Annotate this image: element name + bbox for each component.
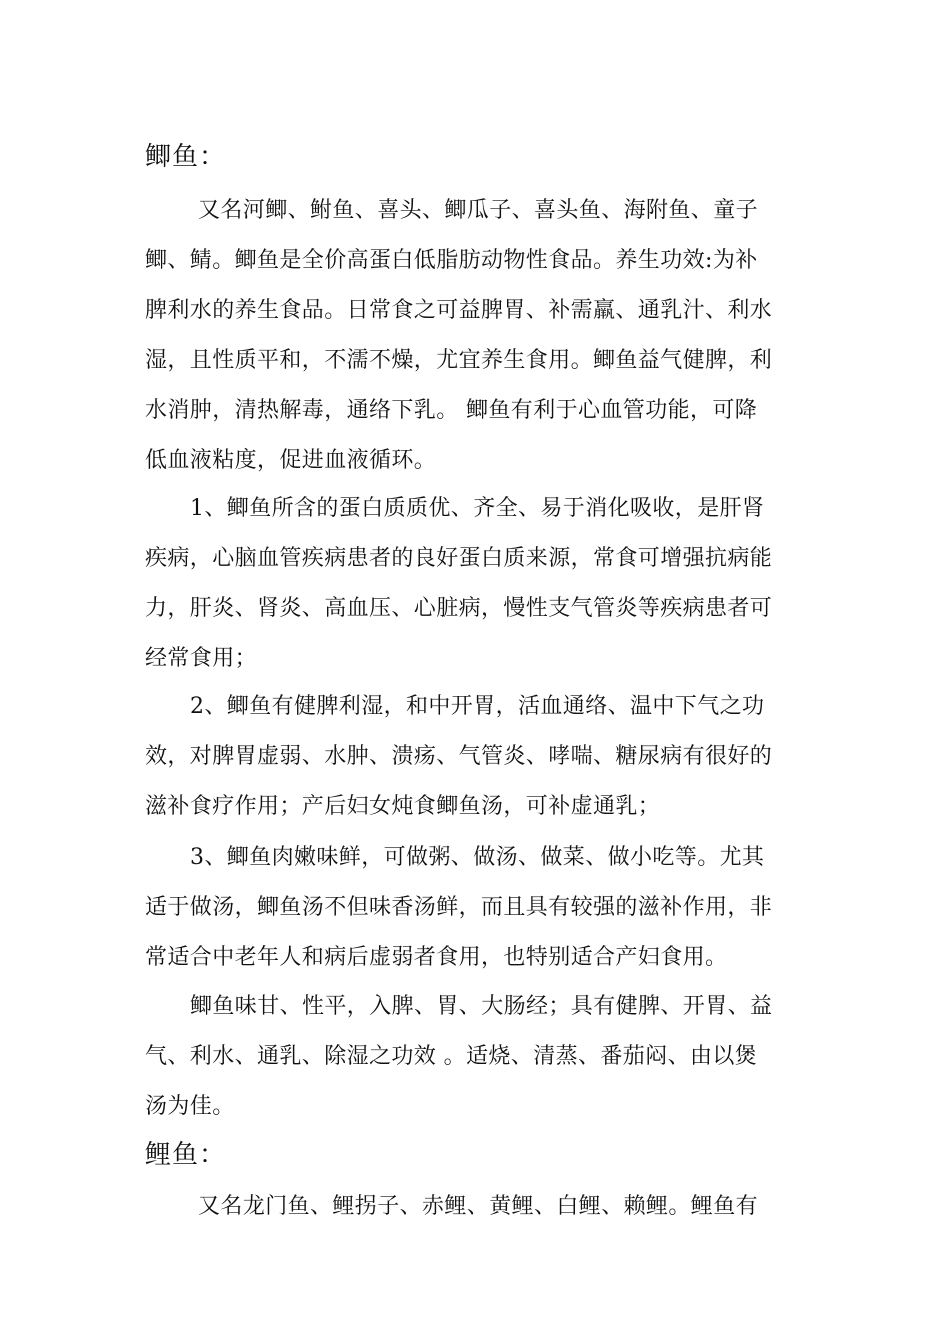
summary-line: 汤为佳。 [145, 1094, 235, 1119]
point-3-line: 适于做汤，鲫鱼汤不但味香汤鲜，而且具有较强的滋补作用，非 [145, 895, 773, 920]
summary-line: 气、利水、通乳、除湿之功效 。适烧、清蒸、番茄闷、由以煲 [145, 1044, 758, 1069]
point-3-line: 常适合中老年人和病后虚弱者食用，也特别适合产妇食用。 [145, 945, 728, 970]
point-1-line: 力，肝炎、肾炎、高血压、心脏病，慢性支气管炎等疾病患者可 [145, 596, 773, 621]
intro-line: 低血液粘度，促进血液循环。 [145, 448, 437, 473]
intro-line: 水消肿，清热解毒，通络下乳。 鲫鱼有利于心血管功能，可降 [145, 398, 758, 423]
section-title-crucian-carp: 鲫鱼： [145, 142, 227, 172]
point-3-line: 3、鲫鱼肉嫩味鲜，可做粥、做汤、做菜、做小吃等。尤其 [190, 845, 765, 870]
intro-line: 脾利水的养生食品。日常食之可益脾胃、补需羸、通乳汁、利水 [145, 298, 773, 323]
intro-line: 又名龙门鱼、鲤拐子、赤鲤、黄鲤、白鲤、赖鲤。鲤鱼有 [198, 1194, 759, 1219]
point-1-line: 经常食用； [145, 646, 258, 671]
point-2-line: 2、鲫鱼有健脾利湿，和中开胃，活血通络、温中下气之功 [190, 694, 765, 719]
point-1-line: 1、鲫鱼所含的蛋白质质优、齐全、易于消化吸收，是肝肾 [190, 496, 765, 521]
point-2-line: 滋补食疗作用；产后妇女炖食鲫鱼汤，可补虚通乳； [145, 794, 661, 819]
intro-line: 鲫、鲭。鲫鱼是全价高蛋白低脂肪动物性食品。养生功效:为补 [145, 248, 758, 273]
intro-line: 又名河鲫、鲋鱼、喜头、鲫瓜子、喜头鱼、海附鱼、童子 [198, 198, 759, 223]
point-1-line: 疾病，心脑血管疾病患者的良好蛋白质来源，常食可增强抗病能 [145, 546, 773, 571]
point-2-line: 效，对脾胃虚弱、水肿、溃疡、气管炎、哮喘、糖尿病有很好的 [145, 744, 773, 769]
section-title-common-carp: 鲤鱼： [145, 1140, 227, 1170]
intro-line: 湿，且性质平和，不濡不燥，尤宜养生食用。鲫鱼益气健脾，利 [145, 348, 773, 373]
summary-line: 鲫鱼味甘、性平，入脾、胃、大肠经；具有健脾、开胃、益 [190, 994, 773, 1019]
